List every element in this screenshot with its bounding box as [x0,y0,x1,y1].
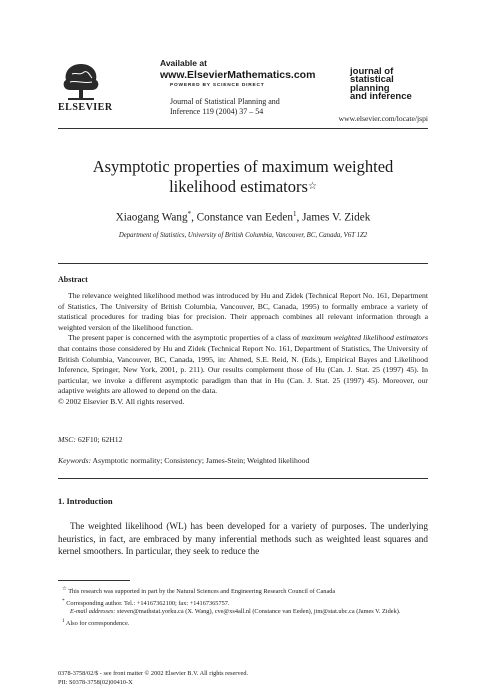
copyright-line: © 2002 Elsevier B.V. All rights reserved. [58,396,185,406]
journal-logo [350,68,428,102]
abstract-heading: Abstract [58,275,88,284]
title-line2: likelihood estimators [169,177,308,196]
footnote-emails [58,608,428,617]
footnote-divider [58,580,130,581]
abstract-paragraph [58,333,428,397]
abstract-paragraph: The relevance weighted likelihood method was introduced by Hu and Zidek (Technical Report No. 161, Department of Statistics, The University of British Columbia, Vancouver, BC, Canada, 1995) to formally embrace a variety of statistical procedures for trading bias for precision. Their approach combines all relevant information through a weighted version of the likelihood function. [58,291,428,332]
keywords-label: Keywords: [58,456,92,465]
author-name: James V. Zidek [302,211,371,224]
powered-by-sciencedirect: POWERED BY SCIENCE DIRECT [170,83,265,88]
email-link[interactable]: jim@stat.ubc.ca [313,608,355,616]
keywords-value: Asymptotic normality; Consistency; James-Stein; Weighted likelihood [92,456,310,465]
abstract-text: that contains those considered by Hu and Zidek (Technical Report No. 161, Department of Statistics, The University of British Columbia, Vancouver, BC, Canada, 1995, in: Ahmed, S.E. Reid, N. (Eds.), Empirical Bayes and Likelihood Inference, Springer, New York, 2001, p. 211). Our results complement those of Hu (Can. J. Stat. 25 (1997) 45). In particular, we invoke a different asymptotic paradigm than that in Hu (Can. J. Stat. 25 (1997) 45). Moreover, our adaptive weights are allowed to depend on the data. [58,343,428,396]
email-owner: (James V. Zidek). [354,608,401,616]
footnote-mark: ☆ [62,586,67,592]
footnote-text: Also for correspondence. [65,620,130,628]
introduction-paragraph: The weighted likelihood (WL) has been developed for a variety of purposes. The underlying heuristics, in fact, are embraced by many inferential methods such as weighted least squares and kernel smoothers. In particular, they seek to reduce the [58,521,428,557]
journal-url-link[interactable]: www.elsevier.com/locate/jspi [338,114,428,123]
email-owner: (Constance van Eeden), [250,608,314,616]
journal-citation-line2: Inference 119 (2004) 37 – 54 [170,107,264,116]
footnote-corresponding [58,597,428,609]
title-line2-wrap [58,177,428,197]
available-at-label: Available at [160,58,207,68]
msc-label: MSC: [58,435,76,444]
email-link[interactable]: cve@xs4all.nl [214,608,251,616]
abstract-text: The present paper is concerned with the asymptotic properties of a class of [68,333,302,343]
footnote-star [58,585,428,597]
site-name-link[interactable]: www.ElsevierMathematics.com [160,69,316,81]
publisher-wordmark: ELSEVIER [58,102,113,113]
journal-logo-line: and inference [350,91,412,103]
author-mark[interactable]: * [187,210,192,218]
footnotes [58,585,428,629]
author-name: Constance van Eeden [196,211,293,224]
abstract-emphasis: maximum weighted likelihood estimators [301,333,428,343]
author-name: Xiaogang Wang [115,211,188,224]
author-list: Xiaogang Wang*, Constance van Eeden$^1$, James V. Zidek [115,210,371,224]
journal-logo-line: statistical planning [350,74,394,94]
abstract-body [58,291,428,408]
email-owner: (X. Wang), [183,608,215,616]
msc-value: 62F10; 62H12 [77,435,123,444]
footnote-mark: * [62,597,65,604]
section-heading-introduction: 1. Introduction [58,496,113,506]
abstract-top-divider [58,263,428,264]
journal-logo-line: journal of [350,66,394,77]
abstract-bottom-divider [58,478,428,479]
keywords [58,456,309,465]
footnote-mark: 1 [62,617,65,624]
footnote-one [58,617,428,629]
page-footer [58,670,248,687]
email-link[interactable]: steven@mathstat.yorku.ca [117,608,184,616]
elsevier-tree-logo [58,58,104,102]
footnote-text: Corresponding author. Tel.: +14167362100; fax: +14167365757. [66,599,230,607]
header-divider [58,128,428,129]
footer-issn: 0378-3758/02/$ - see front matter © 2002 Elsevier B.V. All rights reserved. [58,670,249,677]
footnote-text: This research was supported in part by the Natural Sciences and Engineering Research Council of Canada [68,588,336,596]
title-line1: Asymptotic properties of maximum weighted [92,157,394,176]
title-footnote-star[interactable]: ☆ [307,181,317,192]
author-mark[interactable]: 1 [292,210,297,218]
msc-codes [58,435,123,444]
affiliation: Department of Statistics, University of British Columbia, Vancouver, BC, Canada, V6T 1Z2 [118,232,368,239]
footer-pii: PII: S0378-3758(02)00410-X [58,678,133,686]
paper-title [58,157,428,197]
email-label: E-mail addresses: [70,608,116,616]
journal-citation-line1: Journal of Statistical Planning and [170,97,280,106]
introduction-body [58,520,428,558]
